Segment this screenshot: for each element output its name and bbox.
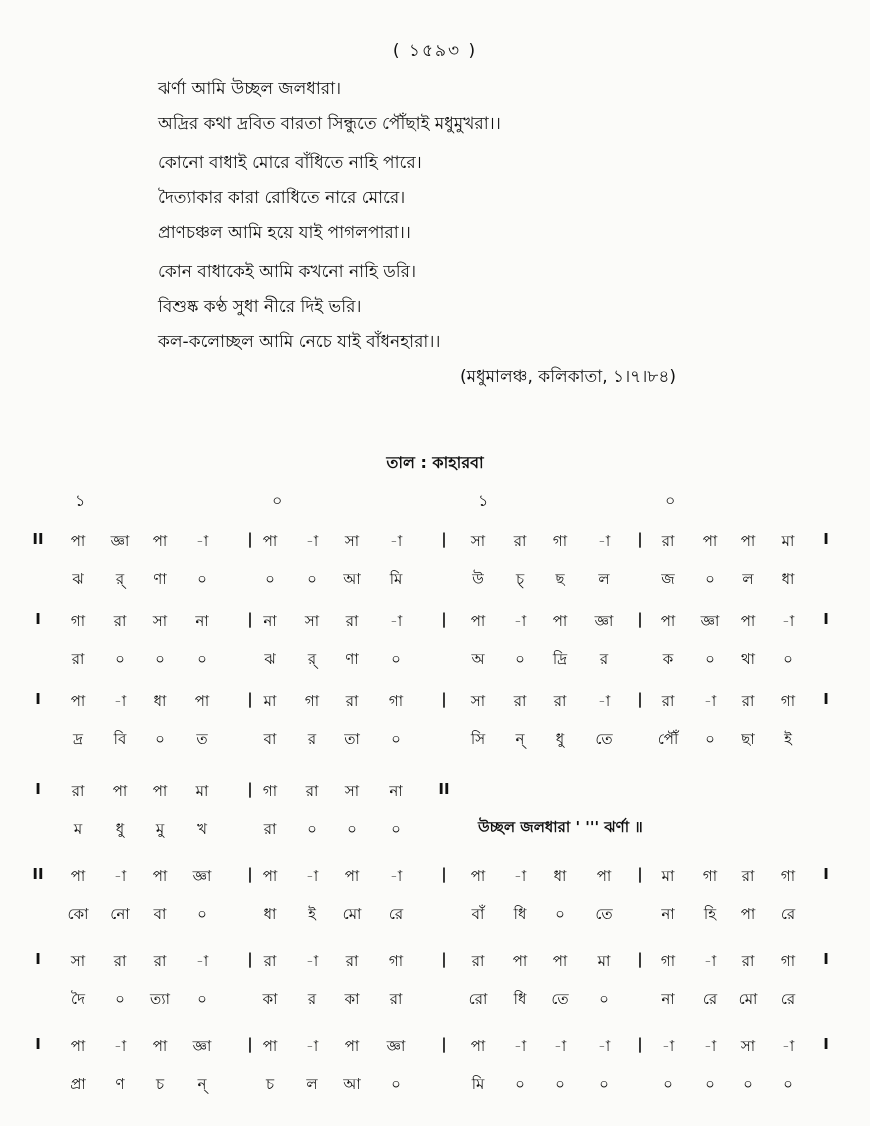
syllable: ০ bbox=[783, 650, 793, 668]
syllable: র bbox=[599, 650, 609, 668]
swara-note: -া bbox=[781, 612, 795, 630]
swara-note: গা bbox=[660, 952, 676, 970]
syllable-row bbox=[0, 562, 870, 604]
swara-note: পা bbox=[70, 532, 86, 550]
page-number: ( ১৫৯৩ ) bbox=[392, 41, 478, 61]
notation-block bbox=[0, 680, 870, 770]
lyric-line: কল-কলোচ্ছল আমি নেচে যাই বাঁধনহারা।। bbox=[158, 332, 441, 352]
syllable: চ্ bbox=[515, 570, 525, 588]
syllable: খ bbox=[197, 820, 207, 838]
lyric-line: ঝর্ণা আমি উচ্ছল জলধারা। bbox=[158, 79, 342, 99]
syllable: ধু bbox=[115, 820, 125, 838]
syllable: তে bbox=[595, 905, 613, 923]
bar-divider: | bbox=[637, 690, 643, 708]
syllable: ০ bbox=[705, 730, 715, 748]
swara-note: পা bbox=[112, 782, 128, 800]
bar-close: I bbox=[823, 1035, 829, 1053]
swara-note: -া bbox=[113, 867, 127, 885]
syllable: র bbox=[307, 730, 317, 748]
bar-close: II bbox=[438, 780, 450, 798]
syllable: ল bbox=[306, 1075, 318, 1093]
swara-note: পা bbox=[344, 1037, 360, 1055]
swara-note: পা bbox=[740, 532, 756, 550]
bar-open: II bbox=[32, 865, 44, 883]
swara-note: -া bbox=[597, 532, 611, 550]
beat-mark: ১ bbox=[75, 491, 86, 510]
notation-block bbox=[0, 940, 870, 1030]
syllable: রে bbox=[780, 990, 796, 1008]
bar-divider: | bbox=[637, 530, 643, 548]
swara-note: -া bbox=[781, 1037, 795, 1055]
syllable: দ্র bbox=[73, 730, 83, 748]
syllable: ০ bbox=[347, 820, 357, 838]
swara-note: সা bbox=[304, 612, 320, 630]
syllable: ত bbox=[196, 730, 208, 748]
swara-note: পা bbox=[152, 532, 168, 550]
syllable: ণ bbox=[115, 1075, 125, 1093]
bar-divider: | bbox=[441, 950, 447, 968]
swara-note: গা bbox=[70, 612, 86, 630]
bar-open: I bbox=[35, 610, 41, 628]
lyric-line: বিশুষ্ক কণ্ঠ সুধা নীরে দিই ভরি। bbox=[158, 297, 362, 317]
swara-note: জ্ঞা bbox=[700, 612, 720, 630]
syllable: বা bbox=[263, 730, 277, 748]
syllable: তা bbox=[344, 730, 360, 748]
bar-divider: | bbox=[247, 780, 253, 798]
bar-open: II bbox=[32, 530, 44, 548]
lyric-line: দৈত্যাকার কারা রোধিতে নারে মোরে। bbox=[158, 188, 406, 208]
swara-note: মা bbox=[263, 692, 277, 710]
syllable: ০ bbox=[663, 1075, 673, 1093]
swara-note: সা bbox=[470, 532, 486, 550]
swara-row bbox=[0, 770, 870, 812]
syllable: ০ bbox=[391, 820, 401, 838]
swara-note: পা bbox=[194, 692, 210, 710]
syllable: দৈ bbox=[71, 990, 85, 1008]
syllable: বা bbox=[153, 905, 167, 923]
syllable: মি bbox=[471, 1075, 485, 1093]
swara-note: গা bbox=[552, 532, 568, 550]
swara-note: পা bbox=[512, 952, 528, 970]
bar-divider: | bbox=[441, 530, 447, 548]
syllable: ন্ bbox=[515, 730, 525, 748]
swara-note: রা bbox=[345, 692, 359, 710]
syllable: ০ bbox=[705, 650, 715, 668]
syllable: কা bbox=[344, 990, 360, 1008]
swara-note: -া bbox=[703, 1037, 717, 1055]
syllable: উ bbox=[472, 570, 484, 588]
syllable-row bbox=[0, 812, 870, 854]
syllable: রা bbox=[389, 990, 403, 1008]
syllable: চ bbox=[155, 1075, 165, 1093]
swara-note: না bbox=[263, 612, 277, 630]
syllable: ০ bbox=[155, 730, 165, 748]
syllable: আ bbox=[343, 570, 361, 588]
syllable: না bbox=[661, 990, 675, 1008]
syllable: ম bbox=[73, 820, 83, 838]
syllable: বাঁ bbox=[471, 905, 485, 923]
syllable: রা bbox=[263, 820, 277, 838]
syllable: জ bbox=[661, 570, 675, 588]
swara-note: পা bbox=[262, 867, 278, 885]
swara-row bbox=[0, 1025, 870, 1067]
bar-divider: | bbox=[247, 865, 253, 883]
swara-note: রা bbox=[741, 867, 755, 885]
bar-close: I bbox=[823, 690, 829, 708]
syllable: কা bbox=[262, 990, 278, 1008]
swara-note: পা bbox=[152, 782, 168, 800]
swara-note: -া bbox=[661, 1037, 675, 1055]
syllable: মো bbox=[342, 905, 362, 923]
swara-note: সা bbox=[70, 952, 86, 970]
syllable: রে bbox=[702, 990, 718, 1008]
bar-open: I bbox=[35, 780, 41, 798]
bar-close: I bbox=[823, 950, 829, 968]
syllable: ছা bbox=[741, 730, 755, 748]
swara-note: পা bbox=[262, 1037, 278, 1055]
swara-note: -া bbox=[305, 952, 319, 970]
swara-note: ধা bbox=[153, 692, 167, 710]
syllable: ০ bbox=[705, 570, 715, 588]
swara-note: পা bbox=[70, 867, 86, 885]
syllable: না bbox=[661, 905, 675, 923]
swara-note: পা bbox=[470, 1037, 486, 1055]
syllable: ক bbox=[662, 650, 674, 668]
swara-note: জ্ঞা bbox=[192, 867, 212, 885]
syllable: মি bbox=[389, 570, 403, 588]
swara-note: রা bbox=[305, 782, 319, 800]
swara-note: পা bbox=[152, 1037, 168, 1055]
swara-note: সা bbox=[344, 532, 360, 550]
syllable: ০ bbox=[391, 730, 401, 748]
beat-mark: ১ bbox=[478, 491, 489, 510]
syllable: ণা bbox=[345, 650, 359, 668]
syllable: ণা bbox=[153, 570, 167, 588]
syllable: ০ bbox=[515, 1075, 525, 1093]
syllable: ০ bbox=[391, 1075, 401, 1093]
syllable: প্রা bbox=[70, 1075, 86, 1093]
lyric-line: কোনো বাধাই মোরে বাঁধিতে নাহি পারে। bbox=[158, 153, 422, 173]
swara-note: -া bbox=[389, 532, 403, 550]
bar-divider: | bbox=[441, 610, 447, 628]
swara-note: -া bbox=[703, 692, 717, 710]
syllable: ০ bbox=[197, 990, 207, 1008]
bar-close: I bbox=[823, 865, 829, 883]
syllable: ০ bbox=[599, 990, 609, 1008]
syllable: ঝ bbox=[264, 650, 276, 668]
syllable: ০ bbox=[743, 1075, 753, 1093]
syllable: ই bbox=[784, 730, 792, 748]
syllable-row bbox=[0, 982, 870, 1024]
swara-note: সা bbox=[470, 692, 486, 710]
swara-note: -া bbox=[195, 532, 209, 550]
swara-note: সা bbox=[344, 782, 360, 800]
syllable: ল bbox=[598, 570, 610, 588]
swara-note: গা bbox=[304, 692, 320, 710]
syllable: ০ bbox=[391, 650, 401, 668]
bar-close: I bbox=[823, 530, 829, 548]
swara-note: রা bbox=[71, 782, 85, 800]
swara-note: জ্ঞা bbox=[386, 1037, 406, 1055]
swara-note: -া bbox=[703, 952, 717, 970]
bar-divider: | bbox=[441, 690, 447, 708]
swara-note: -া bbox=[553, 1037, 567, 1055]
swara-note: পা bbox=[740, 612, 756, 630]
bar-divider: | bbox=[637, 610, 643, 628]
bar-divider: | bbox=[247, 690, 253, 708]
notation-block bbox=[0, 770, 870, 860]
syllable: ০ bbox=[555, 1075, 565, 1093]
syllable: চ bbox=[265, 1075, 275, 1093]
syllable: ০ bbox=[555, 905, 565, 923]
syllable: ০ bbox=[197, 570, 207, 588]
syllable: রে bbox=[388, 905, 404, 923]
lyrics bbox=[158, 72, 798, 360]
syllable: ধা bbox=[263, 905, 277, 923]
swara-note: পা bbox=[70, 1037, 86, 1055]
swara-note: রা bbox=[153, 952, 167, 970]
swara-note: রা bbox=[741, 692, 755, 710]
syllable: বি bbox=[113, 730, 127, 748]
syllable: ঝ bbox=[72, 570, 84, 588]
syllable: পৌঁ bbox=[657, 730, 679, 748]
bar-divider: | bbox=[247, 530, 253, 548]
swara-note: -া bbox=[113, 1037, 127, 1055]
taal-heading: তাল : কাহারবা bbox=[386, 453, 484, 472]
syllable: অ bbox=[471, 650, 485, 668]
notation-block bbox=[0, 1025, 870, 1115]
swara-row bbox=[0, 520, 870, 562]
swara-note: -া bbox=[597, 692, 611, 710]
syllable: ন্ bbox=[197, 1075, 207, 1093]
swara-note: -া bbox=[513, 1037, 527, 1055]
syllable: সি bbox=[470, 730, 486, 748]
swara-row bbox=[0, 940, 870, 982]
swara-note: সা bbox=[740, 1037, 756, 1055]
lyric-line: অদ্রির কথা দ্রবিত বারতা সিন্ধুতে পৌঁছাই মধুমুখরা।। bbox=[158, 114, 501, 134]
syllable: ০ bbox=[265, 570, 275, 588]
swara-note: রা bbox=[661, 692, 675, 710]
swara-note: রা bbox=[513, 532, 527, 550]
beat-mark: ০ bbox=[272, 491, 283, 510]
bar-open: I bbox=[35, 1035, 41, 1053]
swara-note: -া bbox=[113, 692, 127, 710]
swara-note: গা bbox=[780, 867, 796, 885]
swara-note: -া bbox=[513, 612, 527, 630]
swara-note: রা bbox=[661, 532, 675, 550]
swara-note: সা bbox=[152, 612, 168, 630]
notation-block bbox=[0, 855, 870, 945]
swara-note: রা bbox=[513, 692, 527, 710]
syllable-row bbox=[0, 722, 870, 764]
swara-note: রা bbox=[471, 952, 485, 970]
syllable: ০ bbox=[783, 1075, 793, 1093]
syllable: দ্রি bbox=[552, 650, 568, 668]
swara-note: জ্ঞা bbox=[192, 1037, 212, 1055]
swara-note: মা bbox=[781, 532, 795, 550]
swara-note: না bbox=[195, 612, 209, 630]
swara-note: পা bbox=[262, 532, 278, 550]
bar-divider: | bbox=[247, 950, 253, 968]
syllable: ০ bbox=[705, 1075, 715, 1093]
swara-note: -া bbox=[389, 867, 403, 885]
syllable: তে bbox=[595, 730, 613, 748]
bar-divider: | bbox=[441, 865, 447, 883]
swara-note: পা bbox=[70, 692, 86, 710]
syllable: ০ bbox=[115, 990, 125, 1008]
beat-mark: ০ bbox=[665, 491, 676, 510]
swara-note: পা bbox=[596, 867, 612, 885]
syllable: র্ bbox=[115, 570, 125, 588]
swara-note: -া bbox=[389, 612, 403, 630]
syllable: ০ bbox=[197, 650, 207, 668]
swara-note: মা bbox=[661, 867, 675, 885]
swara-note: -া bbox=[195, 952, 209, 970]
syllable: ০ bbox=[307, 820, 317, 838]
swara-note: পা bbox=[552, 952, 568, 970]
syllable: ত্যা bbox=[150, 990, 170, 1008]
bar-divider: | bbox=[637, 865, 643, 883]
swara-note: পা bbox=[344, 867, 360, 885]
swara-note: গা bbox=[262, 782, 278, 800]
syllable: ০ bbox=[155, 650, 165, 668]
syllable: ০ bbox=[515, 650, 525, 668]
syllable: থা bbox=[740, 650, 756, 668]
syllable: রা bbox=[71, 650, 85, 668]
swara-note: গা bbox=[780, 952, 796, 970]
swara-note: -া bbox=[513, 867, 527, 885]
swara-note: -া bbox=[597, 1037, 611, 1055]
lyric-line: কোন বাধাকেই আমি কখনো নাহি ডরি। bbox=[158, 262, 417, 282]
swara-note: গা bbox=[388, 692, 404, 710]
bar-divider: | bbox=[247, 1035, 253, 1053]
syllable: কো bbox=[67, 905, 89, 923]
swara-row bbox=[0, 600, 870, 642]
bar-open: I bbox=[35, 690, 41, 708]
swara-note: রা bbox=[345, 952, 359, 970]
swara-note: রা bbox=[113, 612, 127, 630]
syllable: পা bbox=[740, 905, 756, 923]
bar-divider: | bbox=[637, 1035, 643, 1053]
syllable: হি bbox=[703, 905, 717, 923]
syllable: র bbox=[307, 990, 317, 1008]
swara-note: জ্ঞা bbox=[110, 532, 130, 550]
swara-note: গা bbox=[780, 692, 796, 710]
swara-note: মা bbox=[597, 952, 611, 970]
syllable: ধা bbox=[781, 570, 795, 588]
syllable: ০ bbox=[115, 650, 125, 668]
syllable: র্ bbox=[307, 650, 317, 668]
bar-close: I bbox=[823, 610, 829, 628]
syllable: মো bbox=[738, 990, 758, 1008]
syllable-row bbox=[0, 897, 870, 939]
syllable: রো bbox=[468, 990, 488, 1008]
syllable: ল bbox=[742, 570, 754, 588]
syllable: রে bbox=[780, 905, 796, 923]
swara-note: গা bbox=[702, 867, 718, 885]
syllable: ধি bbox=[513, 905, 527, 923]
swara-note: পা bbox=[470, 612, 486, 630]
syllable: ই bbox=[308, 905, 316, 923]
swara-note: ধা bbox=[553, 867, 567, 885]
syllable: ০ bbox=[599, 1075, 609, 1093]
closing-text: উচ্ছল জলধারা ' ''' ঝর্ণা ॥ bbox=[478, 818, 643, 836]
bar-divider: | bbox=[637, 950, 643, 968]
syllable: ছ bbox=[555, 570, 565, 588]
syllable: মু bbox=[155, 820, 165, 838]
syllable-row bbox=[0, 1067, 870, 1109]
notation-block bbox=[0, 520, 870, 610]
swara-note: রা bbox=[113, 952, 127, 970]
swara-note: রা bbox=[263, 952, 277, 970]
syllable: ধু bbox=[555, 730, 565, 748]
swara-note: রা bbox=[345, 612, 359, 630]
swara-note: পা bbox=[470, 867, 486, 885]
notation-block bbox=[0, 600, 870, 690]
syllable: ০ bbox=[307, 570, 317, 588]
swara-note: মা bbox=[195, 782, 209, 800]
swara-note: রা bbox=[553, 692, 567, 710]
syllable: তে bbox=[551, 990, 569, 1008]
syllable: আ bbox=[343, 1075, 361, 1093]
bar-divider: | bbox=[441, 1035, 447, 1053]
swara-note: রা bbox=[741, 952, 755, 970]
syllable: ধি bbox=[513, 990, 527, 1008]
swara-note: জ্ঞা bbox=[594, 612, 614, 630]
lyric-line: প্রাণচঞ্চল আমি হয়ে যাই পাগলপারা।। bbox=[158, 223, 411, 243]
swara-note: -া bbox=[305, 867, 319, 885]
swara-note: পা bbox=[660, 612, 676, 630]
swara-note: পা bbox=[702, 532, 718, 550]
swara-row bbox=[0, 855, 870, 897]
syllable: ০ bbox=[197, 905, 207, 923]
swara-note: পা bbox=[152, 867, 168, 885]
swara-note: -া bbox=[305, 532, 319, 550]
syllable-row bbox=[0, 642, 870, 684]
bar-open: I bbox=[35, 950, 41, 968]
swara-note: গা bbox=[388, 952, 404, 970]
source-citation: (মধুমালঞ্চ, কলিকাতা, ১।৭।৮৪) bbox=[460, 367, 676, 387]
swara-note: না bbox=[389, 782, 403, 800]
swara-note: পা bbox=[552, 612, 568, 630]
swara-note: -া bbox=[305, 1037, 319, 1055]
bar-divider: | bbox=[247, 610, 253, 628]
syllable: নো bbox=[110, 905, 130, 923]
swara-row bbox=[0, 680, 870, 722]
